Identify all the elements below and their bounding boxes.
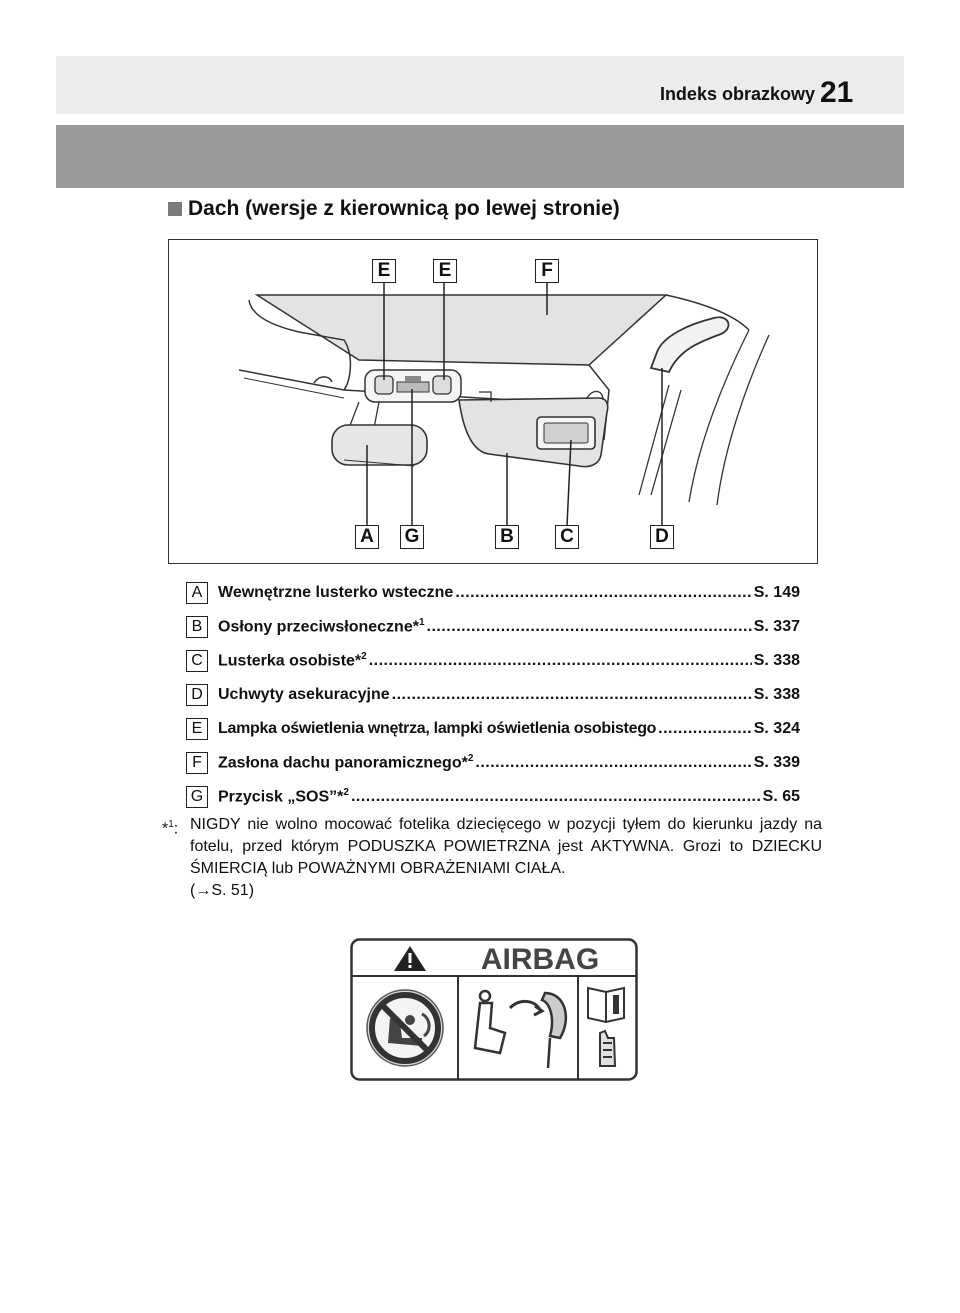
legend-item <box>186 576 800 610</box>
callout-g: G <box>400 525 424 549</box>
legend-item <box>186 746 800 780</box>
legend-text: Przycisk „SOS”*$^2$ <box>218 787 349 806</box>
legend-letter: E <box>186 718 208 740</box>
legend-letter: F <box>186 752 208 774</box>
panoramic-roof-glass <box>257 295 666 365</box>
footnote <box>162 814 822 902</box>
legend-item <box>186 644 800 678</box>
airbag-warning-label <box>350 938 638 1081</box>
square-bullet-icon <box>168 202 182 216</box>
footnote-body <box>190 814 822 902</box>
callout-e-right: E <box>433 259 457 283</box>
legend-page-ref[interactable]: S. 324 <box>753 720 800 737</box>
legend-letter: A <box>186 582 208 604</box>
callout-c: C <box>555 525 579 549</box>
legend-item <box>186 780 800 814</box>
footnote-text: NIGDY nie wolno mocować fotelika dziecięcego w pozycji tyłem do kierunku jazdy na fotelu, przed którym PODUSZKA POWIETRZNA jest AKTYWNA. Grozi to DZIECKU ŚMIERCIĄ lub POWAŻNYMI OBRAŻENIAMI CIAŁA. <box>190 816 822 877</box>
legend-letter: G <box>186 786 208 808</box>
legend-text: Osłony przeciwsłoneczne*$^1$ <box>218 617 425 636</box>
legend-page-ref[interactable]: S. 149 <box>753 584 800 601</box>
legend-letter: C <box>186 650 208 672</box>
roof-figure <box>168 239 818 564</box>
airbag-title: AIRBAG <box>480 943 600 976</box>
callout-e-left: E <box>372 259 396 283</box>
no-rear-facing-child-seat-icon <box>367 990 443 1066</box>
legend-item <box>186 610 800 644</box>
assist-grip <box>651 317 728 372</box>
legend-page-ref[interactable]: S. 338 <box>753 686 800 703</box>
section-title: Indeks obrazkowy <box>659 84 815 104</box>
legend-letter: D <box>186 684 208 706</box>
legend-item <box>186 678 800 712</box>
page-number: 21 <box>820 76 854 109</box>
section-heading <box>168 197 620 221</box>
legend-text: Wewnętrzne lusterko wsteczne <box>218 584 454 601</box>
legend-text: Lusterka osobiste*$^2$ <box>218 651 367 670</box>
gray-band <box>56 125 904 188</box>
section-heading-text: Dach (wersje z kierownicą po lewej stronie) <box>188 197 620 220</box>
callout-b: B <box>495 525 519 549</box>
legend-page-ref[interactable]: S. 337 <box>753 618 800 635</box>
legend-page-ref[interactable]: S. 339 <box>753 754 800 771</box>
callout-a: A <box>355 525 379 549</box>
footnote-mark: *$^1$: <box>162 819 179 838</box>
legend-text: Lampka oświetlenia wnętrza, lampki oświetlenia osobistego <box>218 720 657 737</box>
footnote-page-ref[interactable]: (→S. 51) <box>190 882 255 899</box>
legend-text: Zasłona dachu panoramicznego*$^2$ <box>218 753 474 772</box>
callout-f: F <box>535 259 559 283</box>
roof-illustration <box>169 240 819 565</box>
legend-page-ref[interactable]: S. 338 <box>753 652 800 669</box>
legend-text: Uchwyty asekuracyjne <box>218 686 390 703</box>
map-light-right <box>433 376 451 394</box>
airbag-label-graphic <box>350 938 638 1081</box>
callout-d: D <box>650 525 674 549</box>
legend-letter: B <box>186 616 208 638</box>
legend-item <box>186 712 800 746</box>
legend-page-ref[interactable]: S. 65 <box>762 788 800 805</box>
legend-list <box>186 576 800 814</box>
